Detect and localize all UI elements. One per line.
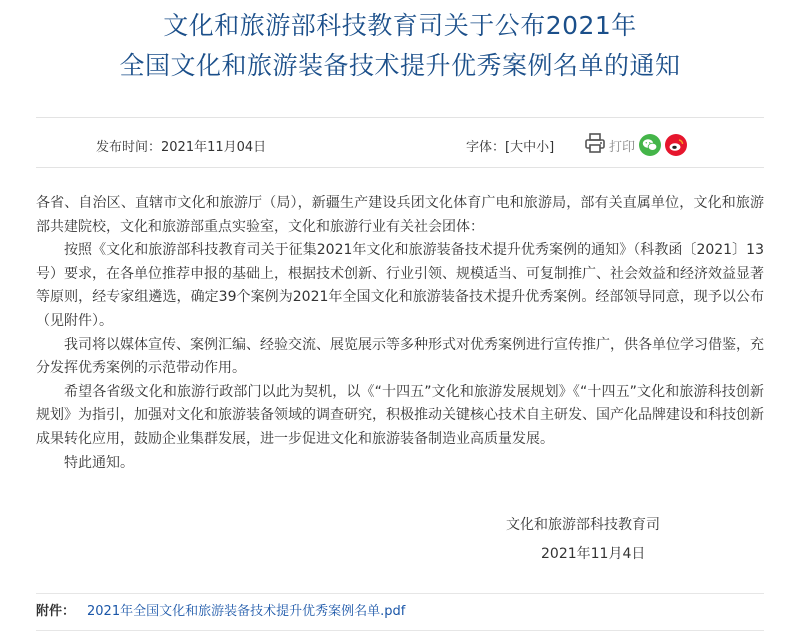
page-title [0,6,800,86]
salutation-paragraph: 各省、自治区、直辖市文化和旅游厅（局），新疆生产建设兵团文化体育广电和旅游局，部有关直属单位，文化和旅游部共建院校，文化和旅游部重点实验室，文化和旅游行业有关社会团体： [36,195,764,235]
weibo-icon[interactable] [665,134,687,156]
body-paragraph-2: 我司将以媒体宣传、案例汇编、经验交流、展览展示等多种形式对优秀案例进行宣传推广，供各单位学习借鉴，充分发挥优秀案例的示范带动作用。 [36,336,764,377]
font-size-large[interactable]: 大 [510,140,524,155]
font-label: 字体： [466,140,506,155]
font-size-small[interactable]: 小 [536,140,550,155]
closing-paragraph: 特此通知。 [64,454,134,471]
publish-date: 2021年11月04日 [161,140,267,155]
meta-bar [36,131,764,159]
meta-divider-top [36,117,764,118]
font-size-switcher [466,136,554,155]
body-paragraph-3: 希望各省级文化和旅游行政部门以此为契机，以《“十四五”文化和旅游发展规划》《“十四五”文化和旅游科技创新规划》为指引，加强对文化和旅游装备领域的调查研究，积极推动关键核心技术自主研发、国产化品牌建设和科技创新成果转化应用，鼓励企业集群发展，进一步促进文化和旅游装备制造业高质量发展。 [36,383,764,447]
font-bracket-close: ] [549,140,555,155]
printer-icon [584,133,606,157]
meta-divider-bottom [36,167,764,168]
font-size-medium[interactable]: 中 [523,140,537,155]
print-button[interactable] [584,133,635,157]
attachment-link[interactable]: 2021年全国文化和旅游装备技术提升优秀案例名单.pdf [87,604,406,619]
signature-org: 文化和旅游部科技教育司 [506,517,660,533]
attachment-divider-bottom [36,630,764,631]
title-line-1: 文化和旅游部科技教育司关于公布2021年 [163,11,637,40]
attachment-row [36,600,405,619]
share-tools [584,131,687,159]
publish-info [96,136,266,155]
print-label: 打印 [609,139,636,155]
font-bracket-open: [ [505,140,511,155]
attachment-divider-top [36,593,764,594]
article-body [36,192,764,475]
title-line-2: 全国文化和旅游装备技术提升优秀案例名单的通知 [119,51,681,80]
body-paragraph-1: 按照《文化和旅游部科技教育司关于征集2021年文化和旅游装备技术提升优秀案例的通知》（科教函〔2021〕13号）要求，在各单位推荐申报的基础上，根据技术创新、行业引领、规模适当、可复制推广、社会效益和经济效益显著等原则，经专家组遴选，确定39个案例为2021年全国文化和旅游装备技术提升优秀案例。经部领导同意，现予以公布（见附件）。 [36,242,764,329]
signature-date: 2021年11月4日 [541,546,646,562]
attachment-label: 附件： [36,604,76,619]
publish-label: 发布时间： [96,140,162,155]
wechat-icon[interactable] [639,134,661,156]
